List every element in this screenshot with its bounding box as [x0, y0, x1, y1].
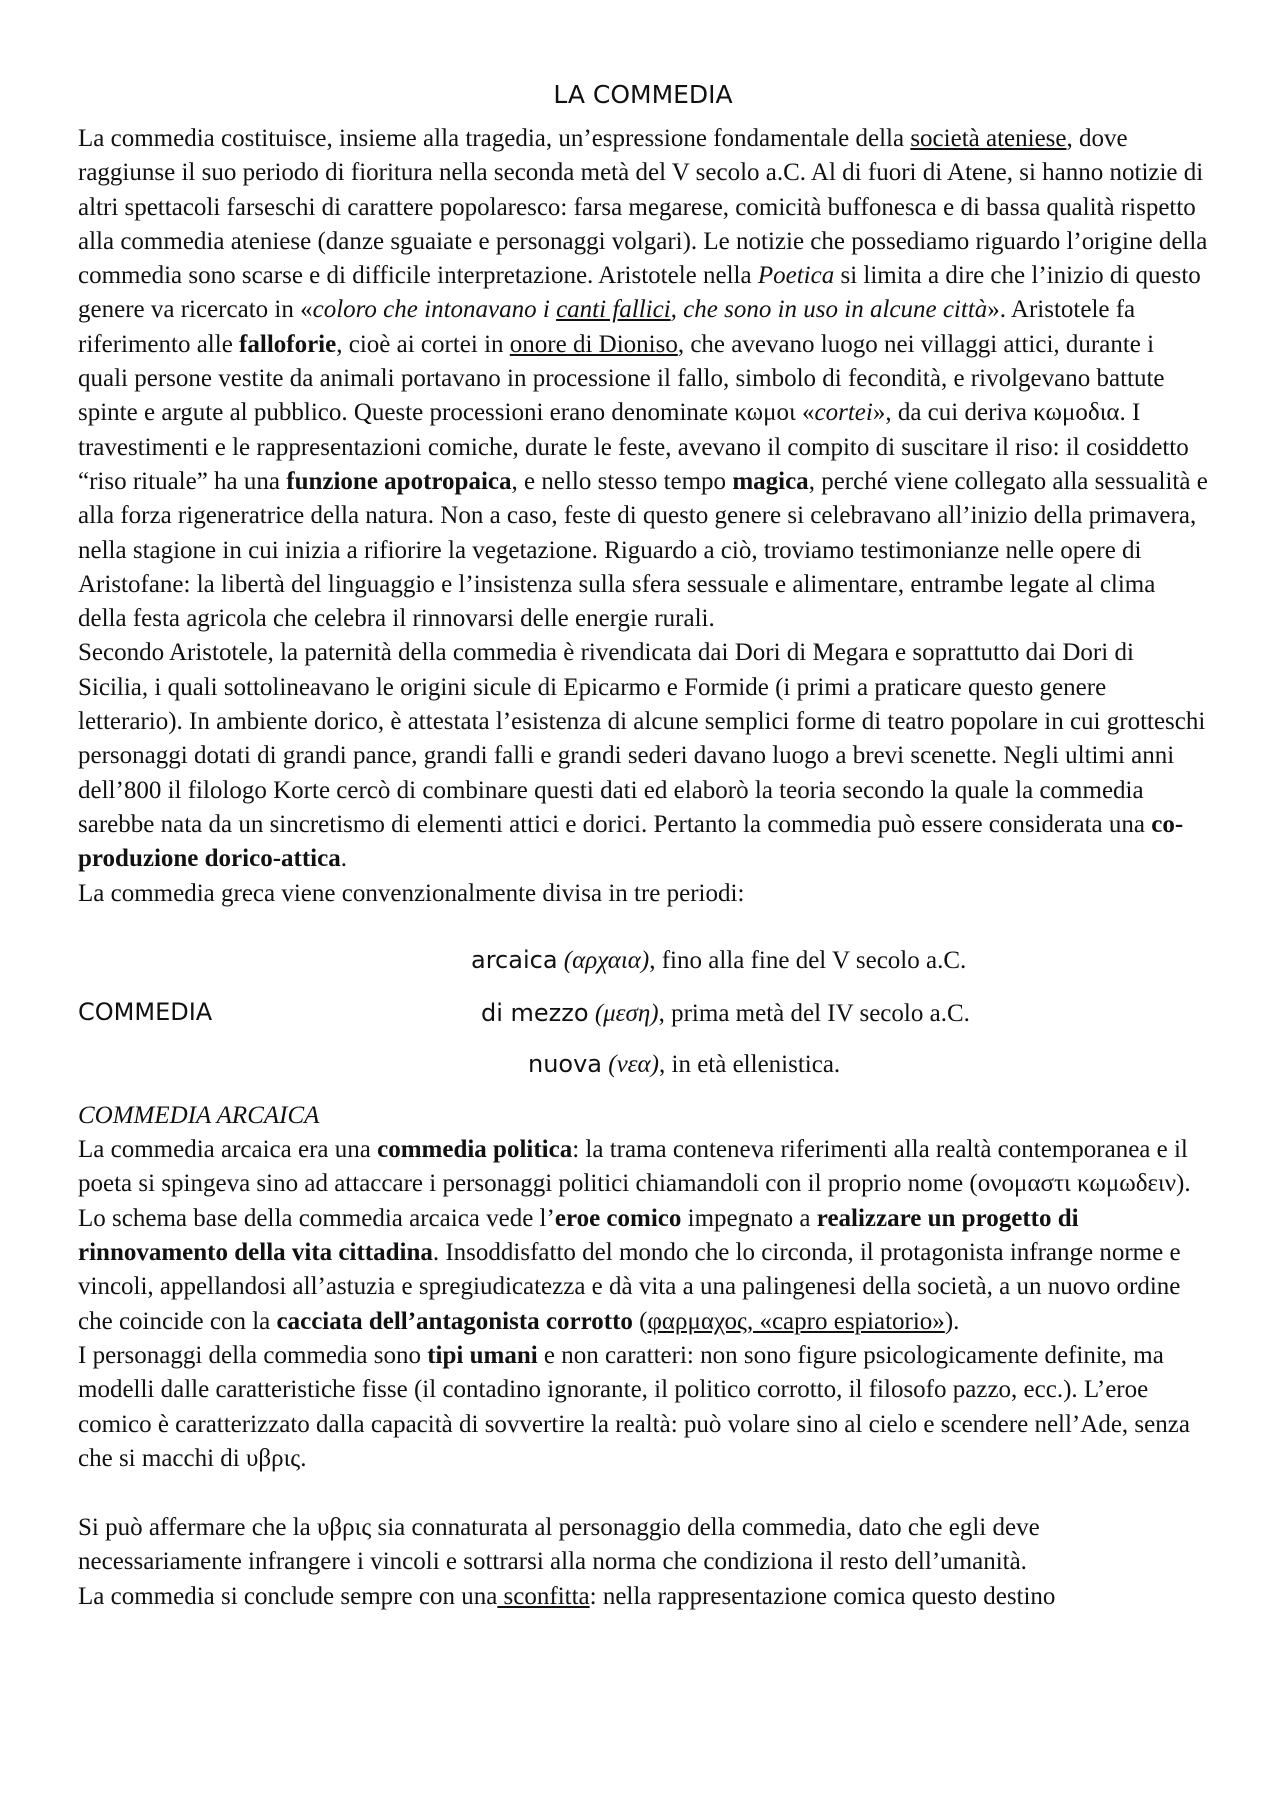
- bold-term: co-produzione dorico-attica: [78, 810, 1184, 873]
- bold-term: funzione apotropaica: [286, 467, 512, 495]
- scheme-row-nuova: nuova (νεα), in età ellenistica.: [528, 1049, 841, 1078]
- bold-term: commedia politica: [377, 1136, 573, 1164]
- underlined-term: onore di Dioniso: [509, 330, 678, 358]
- bold-term: tipi umani: [427, 1341, 538, 1369]
- bold-term: eroe comico: [554, 1204, 682, 1232]
- blank-line: [78, 1476, 1208, 1511]
- intro-paragraph: La commedia costituisce, insieme alla tragedia, un’espressione fondamentale della società ateniese, dove raggiunse il suo periodo di fioritura nella seconda metà del V secolo a.C. Al di fuori di Atene, si hanno notizie di altri spettacoli farseschi di carattere popolaresco: farsa megarese, comicità buffonesca e di bassa qualità rispetto alla commedia ateniese (danze sguaiate e personaggi volgari). Le notizie che possediamo riguardo l’origine della commedia sono scarse e di difficile interpretazione. Aristotele nella Poetica si limita a dire che l’inizio di questo genere va ricercato in «coloro che intonavano i canti fallici, che sono in uso in alcune città». Aristotele fa riferimento alle falloforie, cioè ai cortei in onore di Dioniso, che avevano luogo nei villaggi attici, durante i quali persone vestite da animali portavano in processione il fallo, simbolo di fecondità, e rivolgevano battute spinte e argute al pubblico. Queste processioni erano denominate κωμοι «cortei», da cui deriva κωμοδια. I travestimenti e le rappresentazioni comiche, durate le feste, avevano il compito di suscitare il riso: il cosiddetto “riso rituale” ha una funzione apotropaica, e nello stesso tempo magica, perché viene collegato alla sessualità e alla forza rigeneratrice della natura. Non a caso, feste di questo genere si celebravano all’inizio della primavera, nella stagione in cui inizia a rifiorire la vegetazione. Riguardo a ciò, troviamo testimonianze nelle opere di Aristofane: la libertà del linguaggio e l’insistenza sulla sfera sessuale e alimentare, entrambe legate al clima della festa agricola che celebra il rinnovarsi delle energie rurali.: [78, 125, 1208, 633]
- personaggi-paragraph: I personaggi della commedia sono tipi umani e non caratteri: non sono figure psicologicamente definite, ma modelli dalle caratteristiche fisse (il contadino ignorante, il politico corrotto, il filosofo pazzo, ecc.). L’eroe comico è caratterizzato dalla capacità di sovvertire la realtà: può volare sino al cielo e scendere nell’Ade, senza che si macchi di υβρις.: [78, 1341, 1190, 1472]
- document-page: [78, 78, 1208, 1614]
- scheme-label: COMMEDIA: [78, 997, 213, 1026]
- section-title: COMMEDIA ARCAICA: [78, 1101, 320, 1129]
- bold-term: realizzare un progetto di rinnovamento della vita cittadina: [78, 1204, 1079, 1267]
- ybris-paragraph: Si può affermare che la υβρις sia connaturata al personaggio della commedia, dato che egli deve necessariamente infrangere i vincoli e sottrarsi alla norma che condiziona il resto dell’umanità.: [78, 1514, 1040, 1576]
- underlined-term: φαρμαχος, «capro espiatorio»: [647, 1307, 945, 1335]
- periods-scheme: [78, 927, 1208, 1087]
- underlined-term: società ateniese: [910, 125, 1067, 152]
- italic-quote: coloro che intonavano i canti fallici, che sono in uso in alcune città: [312, 296, 988, 324]
- scheme-row-di-mezzo: di mezzo (μεση), prima metà del IV secolo a.C.: [481, 998, 970, 1027]
- bold-term: cacciata dell’antagonista corrotto: [276, 1307, 633, 1335]
- bold-term: magica: [732, 467, 809, 495]
- arcaica-paragraph: La commedia arcaica era una commedia politica: la trama conteneva riferimenti alla realtà contemporanea e il poeta si spingeva sino ad attaccare i personaggi politici chiamandoli con il proprio nome (ονομαστι κωμωδειν). Lo schema base della commedia arcaica vede l’eroe comico impegnato a realizzare un progetto di rinnovamento della vita cittadina. Insoddisfatto del mondo che lo circonda, il protagonista infrange norme e vincoli, appellandosi all’astuzia e spregiudicatezza e dà vita a una palingenesi della società, a un nuovo ordine che coincide con la cacciata dell’antagonista corrotto (φαρμαχος, «capro espiatorio»).: [78, 1136, 1191, 1335]
- underlined-term: sconfitta: [497, 1582, 590, 1610]
- underlined-term: canti fallici: [556, 296, 671, 324]
- periods-intro: La commedia greca viene convenzionalmente divisa in tre periodi:: [78, 879, 745, 907]
- italic-term: Poetica: [757, 262, 835, 290]
- document-title: LA COMMEDIA: [553, 80, 733, 109]
- italic-term: cortei: [814, 399, 873, 427]
- bold-term: falloforie: [239, 330, 337, 358]
- scheme-row-arcaica: arcaica (αρχαια), fino alla fine del V secolo a.C.: [471, 945, 967, 974]
- ending-paragraph: La commedia si conclude sempre con una sconfitta: nella rappresentazione comica questo destino: [78, 1582, 1056, 1610]
- origins-paragraph: Secondo Aristotele, la paternità della commedia è rivendicata dai Dori di Megara e soprattutto dai Dori di Sicilia, i quali sottolineavano le origini sicule di Epicarmo e Formide (i primi a praticare questo genere letterario). In ambiente dorico, è attestata l’esistenza di alcune semplici forme di teatro popolare in cui grotteschi personaggi dotati di grandi pance, grandi falli e grandi sederi davano luogo a brevi scenette. Negli ultimi anni dell’800 il filologo Korte cercò di combinare questi dati ed elaborò la teoria secondo la quale la commedia sarebbe nata da un sincretismo di elementi attici e dorici. Pertanto la commedia può essere considerata una co-produzione dorico-attica.: [78, 639, 1206, 873]
